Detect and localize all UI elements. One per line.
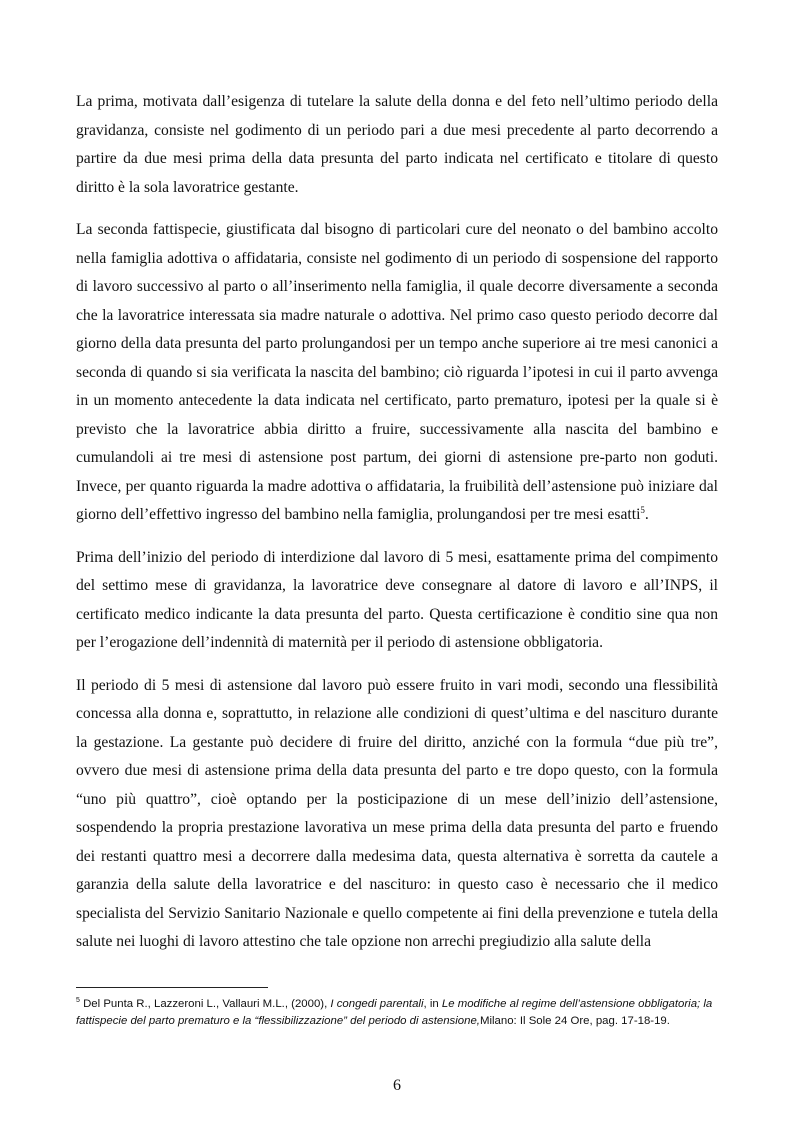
footnote-reference[interactable]: 5 <box>640 504 645 515</box>
footnote-number: 5 <box>76 997 80 1005</box>
paragraph-3: Prima dell’inizio del periodo di interdizione dal lavoro di 5 mesi, esattamente prima del compimento del settimo mese di gravidanza, la lavoratrice deve consegnare al datore di lavoro e all’INPS, il certificato medico indicante la data presunta del parto. Questa certificazione è conditio sine qua non per l’erogazione dell’indennità di maternità per il periodo di astensione obbligatoria. <box>76 548 718 651</box>
paragraph-4: Il periodo di 5 mesi di astensione dal lavoro può essere fruito in vari modi, secondo una flessibilità concessa alla donna e, soprattutto, in relazione alle condizioni di quest’ultima e del nascituro durante la gestazione. La gestante può decidere di fruire del diritto, anziché con la formula “due più tre”, ovvero due mesi di astensione prima della data presunta del parto e tre dopo questo, con la formula “uno più quattro”, cioè optando per la posticipazione di un mese dell’inizio dell’astensione, sospendendo la propria prestazione lavorativa un mese prima della data presunta del parto e fruendo dei restanti quattro mesi a decorrere dalla medesima data, questa alternativa è sorretta da cautele a garanzia della salute della lavoratrice e del nascituro: in questo caso è necessario che il medico specialista del Servizio Sanitario Nazionale e quello competente ai fini della prevenzione e tutela della salute nei luoghi di lavoro attestino che tale opzione non arrechi pregiudizio alla salute della <box>76 676 718 950</box>
footnote-title: I congedi parentali <box>330 998 424 1010</box>
footnote <box>76 996 718 1030</box>
footnote-publisher: Milano: Il Sole 24 Ore, pag. 17-18-19. <box>479 1015 670 1027</box>
paragraph-2-end: . <box>644 506 649 523</box>
footnote-in: , in <box>423 998 442 1010</box>
paragraph-1: La prima, motivata dall’esigenza di tutelare la salute della donna e del feto nell’ultimo periodo della gravidanza, consiste nel godimento di un periodo pari a due mesi precedente al parto decorrendo a partire da due mesi prima della data presunta del parto indicata nel certificato e titolare di questo diritto è la sola lavoratrice gestante. <box>76 93 718 196</box>
page-number: 6 <box>393 1077 401 1094</box>
footnote-source: Le modifiche al regime dell’astensione obbligatoria; la fattispecie del parto prematuro e la “flessibilizzazione” del periodo di astensione, <box>76 998 713 1027</box>
paragraph-2 <box>76 216 718 530</box>
paragraph-2-text: La seconda fattispecie, giustificata dal bisogno di particolari cure del neonato o del bambino accolto nella famiglia adottiva o affidataria, consiste nel godimento di un periodo di sospensione del rapporto di lavoro successivo al parto o all’inserimento nella famiglia, il quale decorre diversamente a seconda che la lavoratrice interessata sia madre naturale o adottiva. Nel primo caso questo periodo decorre dal giorno della data presunta del parto prolungandosi per un tempo anche superiore ai tre mesi canonici a seconda di quando si sia verificata la nascita del bambino; ciò riguarda l’ipotesi in cui il parto avvenga in un momento antecedente la data indicata nel certificato, parto prematuro, ipotesi per la quale si è previsto che la lavoratrice abbia diritto a fruire, successivamente alla nascita del bambino e cumulandoli ai tre mesi di astensione post partum, dei giorni di astensione pre-parto non goduti. Invece, per quanto riguarda la madre adottiva o affidataria, la fruibilità dell’astensione può iniziare dal giorno dell’effettivo ingresso del bambino nella famiglia, prolungandosi per tre mesi esatti <box>76 221 718 523</box>
footnote-separator <box>76 987 268 988</box>
body-text <box>76 88 718 971</box>
footnote-authors: Del Punta R., Lazzeroni L., Vallauri M.L., (2000), <box>79 998 331 1010</box>
